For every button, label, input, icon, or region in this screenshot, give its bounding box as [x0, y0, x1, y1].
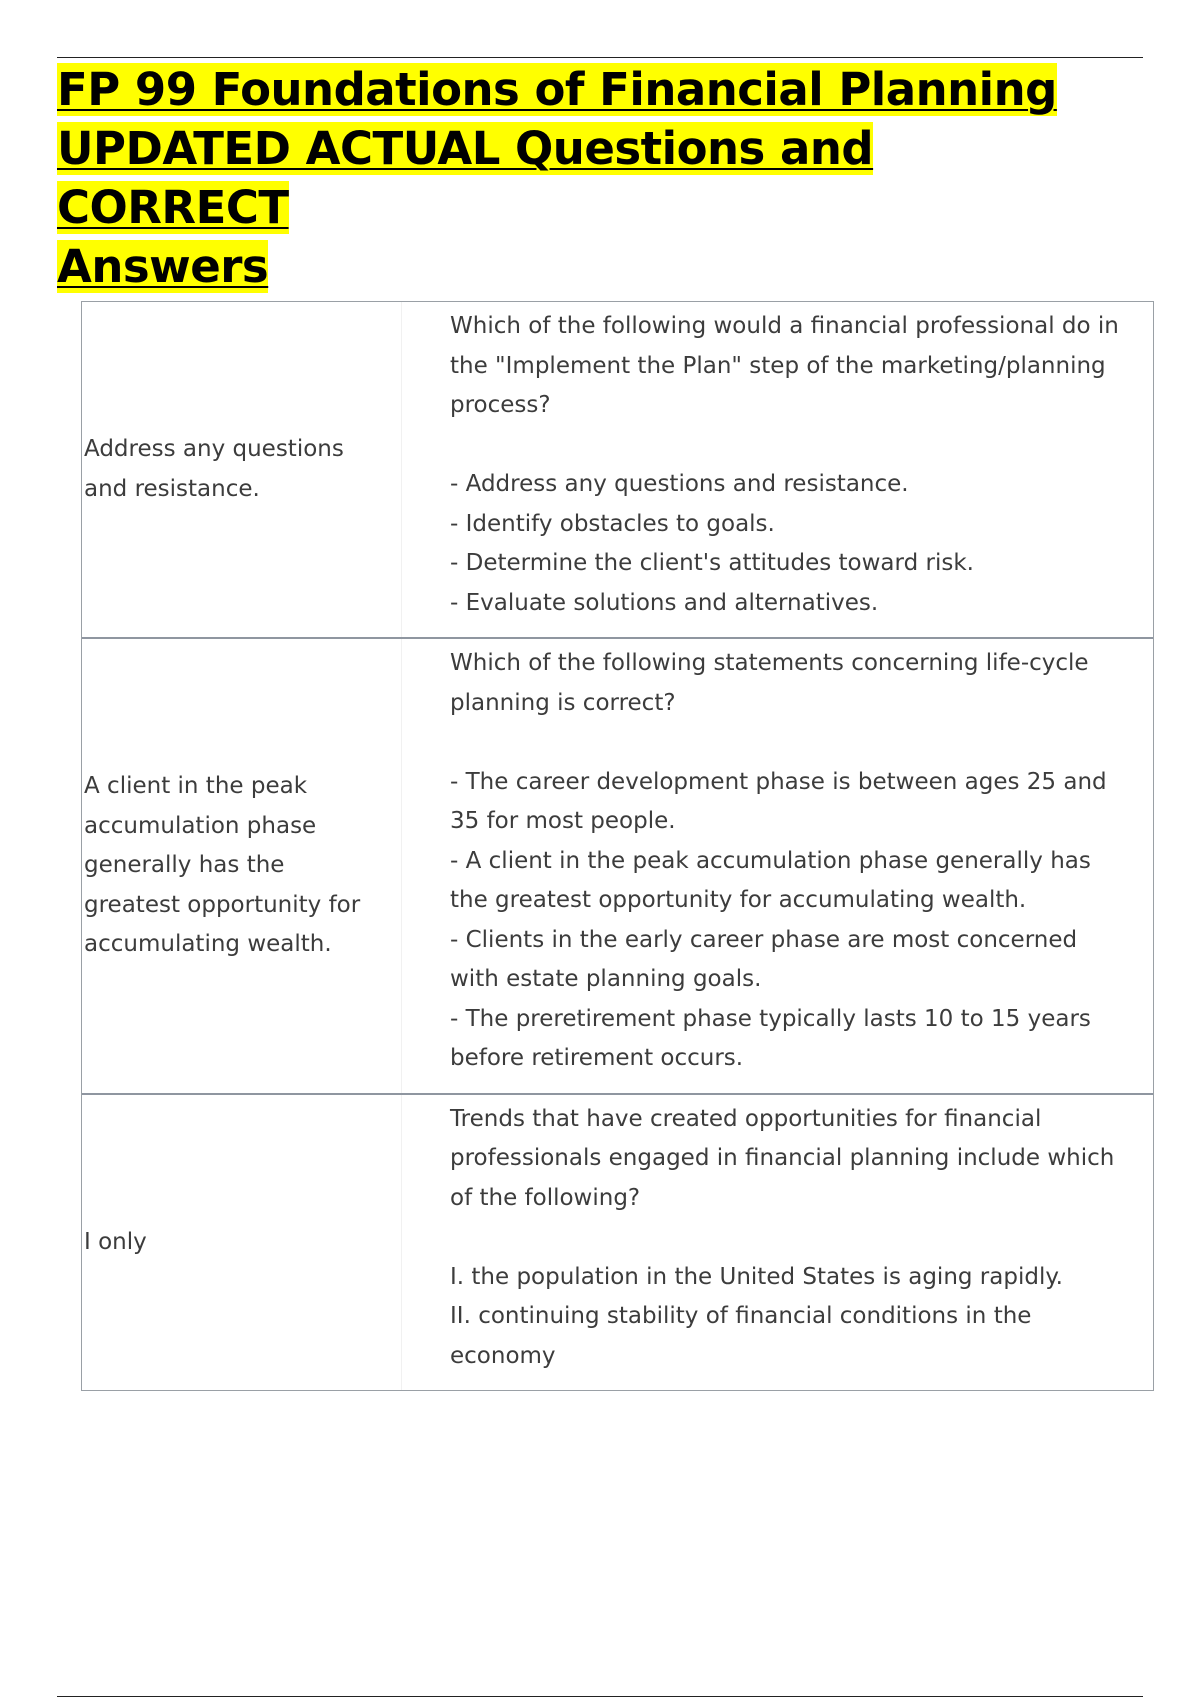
answer-option: - The preretirement phase typically lasts 10 to 15 years before retirement occurs. [450, 1005, 1091, 1071]
question-cell [402, 639, 1153, 1093]
title-line-2: UPDATED ACTUAL Questions and CORRECT [57, 122, 874, 234]
question-text: Which of the following statements concerning life-cycle planning is correct? [450, 650, 1089, 716]
question-cell [402, 302, 1153, 637]
answer-cell [82, 1095, 402, 1391]
qa-row [82, 1093, 1153, 1391]
answer-option: - Clients in the early career phase are most concerned with estate planning goals. [450, 926, 1078, 992]
qa-table [81, 301, 1154, 1391]
question-text: Which of the following would a financial professional do in the "Implement the Plan" step of the marketing/planning process? [450, 313, 1119, 418]
answer-text: Address any questions and resistance. [84, 436, 344, 502]
answer-text: I only [84, 1228, 147, 1255]
answer-option: - Address any questions and resistance. [450, 471, 909, 497]
qa-row [82, 637, 1153, 1093]
answer-option: - Determine the client's attitudes toward risk. [450, 550, 974, 576]
title-line-1: FP 99 Foundations of Financial Planning [57, 63, 1057, 116]
answer-option: - A client in the peak accumulation phase generally has the greatest opportunity for accumulating wealth. [450, 847, 1091, 913]
answer-option: II. continuing stability of financial conditions in the economy [450, 1303, 1032, 1369]
answer-text: A client in the peak accumulation phase generally has the greatest opportunity for accumulating wealth. [84, 773, 361, 957]
answer-option: - Identify obstacles to goals. [450, 510, 775, 537]
top-rule [57, 57, 1143, 58]
document-title [57, 60, 1117, 296]
answer-option: - Evaluate solutions and alternatives. [450, 589, 879, 616]
answer-cell [82, 639, 402, 1093]
question-text: Trends that have created opportunities for financial professionals engaged in financial planning include which of the following? [450, 1105, 1115, 1211]
spacer [450, 426, 1133, 466]
spacer [450, 723, 1133, 763]
answer-cell [82, 302, 402, 637]
answer-option: I. the population in the United States is aging rapidly. [450, 1263, 1063, 1290]
question-cell [402, 1095, 1153, 1391]
bottom-rule [57, 1696, 1143, 1697]
spacer [450, 1218, 1133, 1258]
answer-option: - The career development phase is between ages 25 and 35 for most people. [450, 768, 1107, 834]
qa-row [82, 302, 1153, 637]
title-line-3: Answers [57, 240, 269, 293]
